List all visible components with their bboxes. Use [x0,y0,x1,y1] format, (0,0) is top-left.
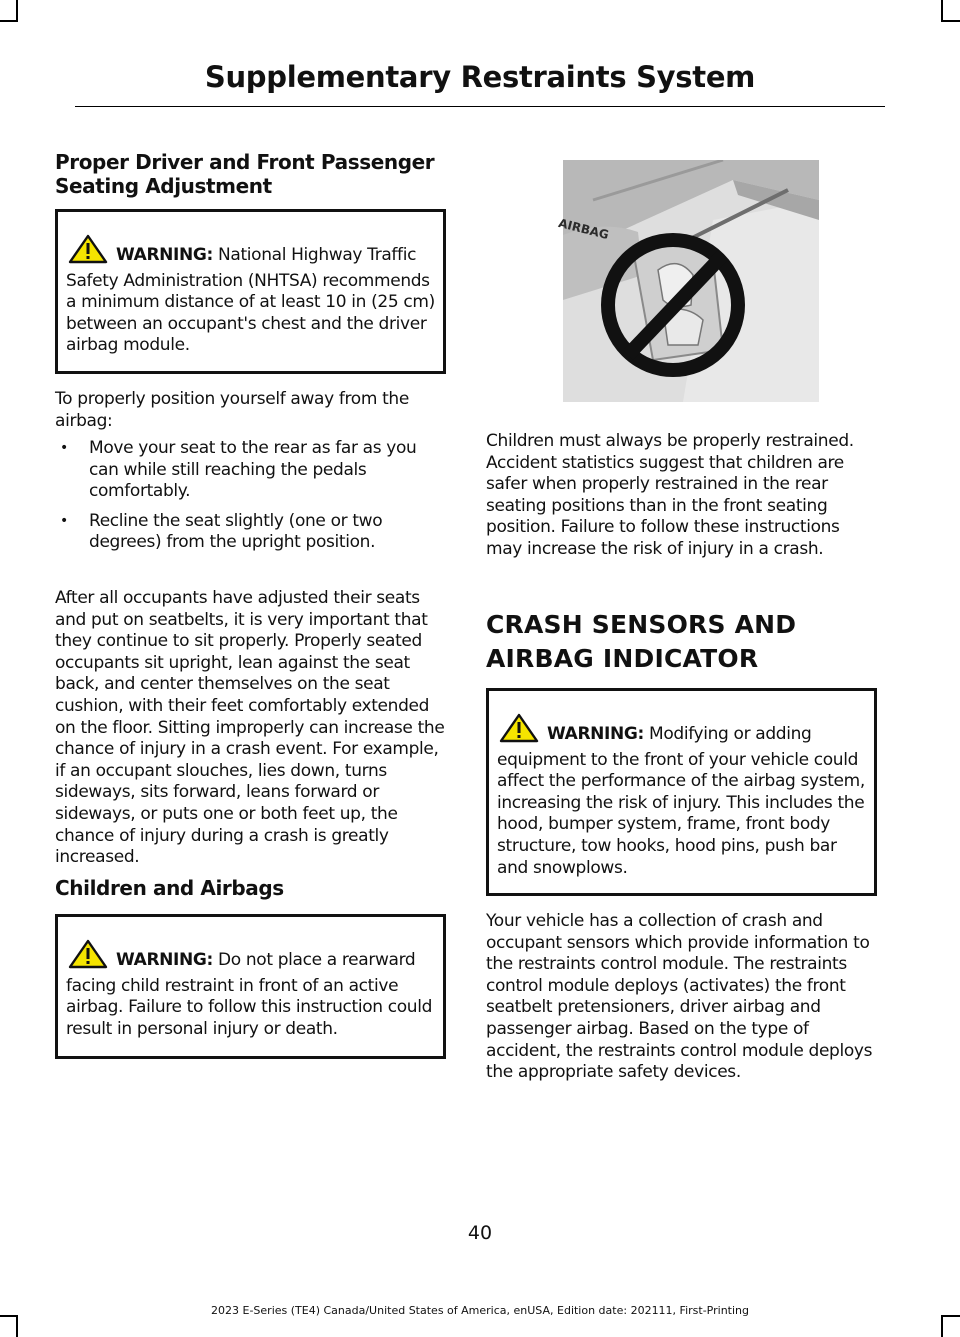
warning-label: WARNING: [116,245,213,265]
warning-text: National Highway Traffic Safety Administration (NHTSA) recommends a minimum distance of at least 10 in (25 cm) between an occupant's chest and the driver airbag module. [66,245,435,356]
section-title-children: Children and Airbags [55,876,284,900]
page-number: 40 [467,1222,493,1244]
section-title-line: AIRBAG INDICATOR [486,644,759,673]
warning-box-nhtsa [55,209,446,374]
section-title-line: CRASH SENSORS AND [486,610,797,639]
warning-label: WARNING: [116,950,213,970]
warning-label: WARNING: [547,724,644,744]
header-rule [75,106,885,107]
list-item: • Move your seat to the rear as far as you can while still reaching the pedals comfortably. [55,438,447,503]
page-footer: 2023 E-Series (TE4) Canada/United States of America, enUSA, Edition date: 202111, First-Printing [211,1304,749,1317]
warning-triangle-icon [68,939,108,976]
warning-triangle-icon [68,234,108,271]
section-title-line: Seating Adjustment [55,174,272,198]
section-title-seating [55,150,455,198]
crop-mark [941,20,960,22]
crop-mark [941,1315,943,1337]
sensors-paragraph: Your vehicle has a collection of crash and occupant sensors which provide information to the restraints control module. The restraints control module deploys (activates) the front seatbelt pretensioners, driver airbag and passenger airbag. Based on the type of accident, the restraints control module deploys the appropriate safety devices. [486,911,873,1083]
warning-box-child-restraint [55,914,446,1059]
seating-bullets [55,438,447,562]
occupants-paragraph: After all occupants have adjusted their seats and put on seatbelts, it is very important that they continue to sit properly. Properly seated occupants sit upright, lean against the seat back, and center themselves on the seat cushion, with their feet comfortably extended on the floor. Sitting improperly can increase the chance of injury in a crash event. For example, if an occupant slouches, lies down, turns sideways, sits forward, leans forward or sideways, or puts one or both feet up, the chance of injury during a crash is greatly increased. [55,588,445,868]
warning-box-front-equipment [486,688,877,896]
warning-text: Modifying or adding equipment to the front of your vehicle could affect the performance of the airbag system, increasing the risk of injury. This includes the hood, bumper system, frame, front body structure, tow hooks, hood pins, push bar and snowplows. [497,724,865,878]
figure-airbag-label: AIRBAG [557,216,611,242]
warning-triangle-icon [499,713,539,750]
page-header: Supplementary Restraints System [204,60,756,94]
section-title-line: Proper Driver and Front Passenger [55,150,435,174]
crop-mark [0,20,18,22]
children-paragraph: Children must always be properly restrained. Accident statistics suggest that children are safer when properly restrained in the rear seating positions than in the front seating position. Failure to follow these instructions may increase the risk of injury in a crash. [486,431,854,559]
warning-text: Do not place a rearward facing child restraint in front of an active airbag. Failure to follow this instruction could result in personal injury or death. [66,950,433,1039]
crop-mark [941,0,943,22]
crop-mark [16,1315,18,1337]
airbag-child-seat-illustration [557,160,819,402]
crop-mark [16,0,18,22]
list-item: • Recline the seat slightly (one or two degrees) from the upright position. [55,511,447,554]
intro-paragraph: To properly position yourself away from the airbag: [55,389,409,431]
section-title-crash-sensors [486,609,880,678]
